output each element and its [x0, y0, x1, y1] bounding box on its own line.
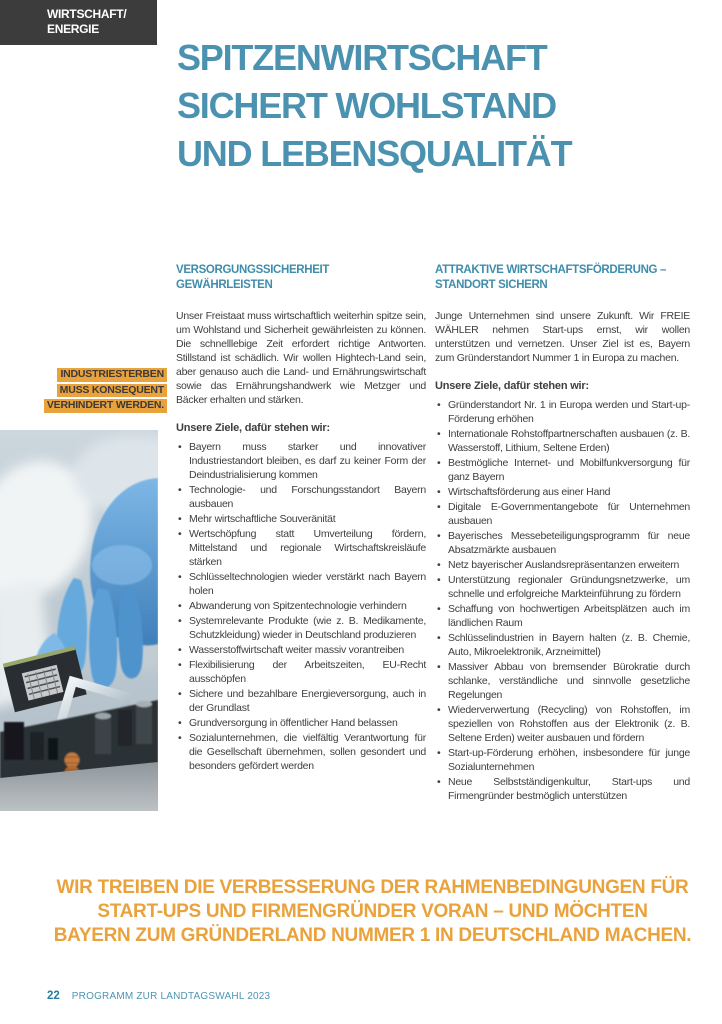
section-heading — [176, 263, 426, 293]
list-item: • Bestmögliche Internet- und Mobilfunkversorgung für ganz Bayern — [435, 456, 690, 484]
section-heading-line: VERSORGUNGSSICHERHEIT — [176, 264, 330, 276]
column-wirtschaftsfoerderung — [435, 263, 690, 804]
list-item: • Start-up-Förderung erhöhen, insbesondere für junge Sozialunternehmen — [435, 746, 690, 774]
page-title-line: UND LEBENSQUALITÄT — [177, 133, 572, 174]
footer-label: PROGRAMM ZUR LANDTAGSWAHL 2023 — [71, 991, 271, 1002]
section-heading — [435, 263, 690, 293]
category-tag — [0, 0, 157, 45]
list-item: • Neue Selbstständigenkultur, Start-ups und Firmengründer bestmöglich unterstützen — [435, 775, 690, 803]
goals-list — [176, 440, 426, 773]
goals-list — [435, 398, 690, 803]
list-item: • Schaffung von hochwertigen Arbeitsplätzen auch im ländlichen Raum — [435, 602, 690, 630]
list-item: • Technologie- und Forschungsstandort Bayern ausbauen — [176, 483, 426, 511]
list-item: • Schlüsseltechnologien wieder verstärkt nach Bayern holen — [176, 570, 426, 598]
list-item: • Systemrelevante Produkte (wie z. B. Medikamente, Schutzkleidung) wieder in Deutschland produzieren — [176, 614, 426, 642]
list-item: • Abwanderung von Spitzentechnologie verhindern — [176, 599, 426, 613]
goals-heading: Unsere Ziele, dafür stehen wir: — [435, 380, 589, 392]
list-item: • Internationale Rohstoffpartnerschaften ausbauen (z. B. Wasserstoff, Lithium, Seltene Erden) — [435, 427, 690, 455]
lab-photo-illustration — [0, 430, 158, 811]
section-heading-line: ATTRAKTIVE WIRTSCHAFTSFÖRDERUNG – — [435, 264, 667, 276]
goals-heading: Unsere Ziele, dafür stehen wir: — [176, 422, 330, 434]
list-item: • Netz bayerischer Auslandsrepräsentanzen erweitern — [435, 558, 690, 572]
category-tag-line: WIRTSCHAFT/ — [47, 7, 127, 21]
page-title-line: SICHERT WOHLSTAND — [177, 85, 556, 126]
photo-slogan-badge — [34, 366, 167, 413]
closing-statement — [50, 876, 695, 948]
list-item: • Massiver Abbau von bremsender Bürokratie durch schlanke, verständliche und sinnvolle gesetzliche Regelungen — [435, 660, 690, 702]
list-item: • Mehr wirtschaftliche Souveränität — [176, 512, 426, 526]
list-item: • Schlüsselindustrien in Bayern halten (z. B. Chemie, Auto, Mikroelektronik, Arzneimittel) — [435, 631, 690, 659]
list-item: • Sichere und bezahlbare Energieversorgung, auch in der Grundlast — [176, 687, 426, 715]
page-title — [177, 34, 707, 178]
section-heading-line: GEWÄHRLEISTEN — [176, 279, 273, 291]
list-item: • Digitale E-Governmentangebote für Unternehmen ausbauen — [435, 500, 690, 528]
column-versorgungssicherheit — [176, 263, 426, 774]
closing-statement-line: BAYERN ZUM GRÜNDERLAND NUMMER 1 IN DEUTSCHLAND MACHEN. — [53, 925, 692, 946]
list-item: • Bayerisches Messebeteiligungsprogramm für neue Absatzmärkte ausbauen — [435, 529, 690, 557]
list-item: • Wirtschaftsförderung aus einer Hand — [435, 485, 690, 499]
page-number: 22 — [47, 990, 60, 1002]
badge-line: MUSS KONSEQUENT — [57, 384, 167, 398]
list-item: • Bayern muss starker und innovativer Industriestandort bleiben, es darf zu keiner Form der Deindustrialisierung kommen — [176, 440, 426, 482]
intro-paragraph: Unser Freistaat muss wirtschaftlich weiterhin spitze sein, um Wohlstand und Sicherheit gewährleisten zu können. Die schnelllebige Zeit erfordert richtige Antworten. Stillstand ist schädlich. Wir wollen Hightech-Land sein, aber genauso auch die Land- und Ernährungswirtschaft sowie das Ernährungshandwerk wie Metzger und Bäcker erhalten und stärken. — [176, 310, 426, 406]
intro-paragraph: Junge Unternehmen sind unsere Zukunft. Wir FREIE WÄHLER nehmen Start-ups ernst, wir wollen unterstützen und vernetzen. Unser Ziel ist es, Bayern zum Gründerstandort Nummer 1 in Europa zu machen. — [435, 310, 690, 364]
list-item: • Flexibilisierung der Arbeitszeiten, EU-Recht ausschöpfen — [176, 658, 426, 686]
list-item: • Sozialunternehmen, die vielfältig Verantwortung für die Gesellschaft übernehmen, sollen gesondert und besonders gefördert werden — [176, 731, 426, 773]
closing-statement-line: START-UPS UND FIRMENGRÜNDER VORAN – UND MÖCHTEN — [97, 901, 648, 922]
list-item: • Wasserstoffwirtschaft weiter massiv vorantreiben — [176, 643, 426, 657]
page-footer — [47, 990, 270, 1002]
badge-line: VERHINDERT WERDEN. — [44, 399, 167, 413]
category-tag-line: ENERGIE — [47, 22, 99, 36]
list-item: • Grundversorgung in öffentlicher Hand belassen — [176, 716, 426, 730]
badge-line: INDUSTRIESTERBEN — [57, 368, 167, 382]
list-item: • Unterstützung regionaler Gründungsnetzwerke, um schnelle und erfolgreiche Markteinführung zu fördern — [435, 573, 690, 601]
page-title-line: SPITZENWIRTSCHAFT — [177, 37, 547, 78]
list-item: • Wiederverwertung (Recycling) von Rohstoffen, im speziellen von Rohstoffen aus der Elektronik (z. B. Seltene Erden) weiter ausbauen und fördern — [435, 703, 690, 745]
list-item: • Wertschöpfung statt Umverteilung fördern, Mittelstand und regionale Wirtschaftskreisläufe stärken — [176, 527, 426, 569]
section-heading-line: STANDORT SICHERN — [435, 279, 548, 291]
closing-statement-line: WIR TREIBEN DIE VERBESSERUNG DER RAHMENBEDINGUNGEN FÜR — [56, 877, 689, 898]
list-item: • Gründerstandort Nr. 1 in Europa werden und Start-up-Förderung erhöhen — [435, 398, 690, 426]
